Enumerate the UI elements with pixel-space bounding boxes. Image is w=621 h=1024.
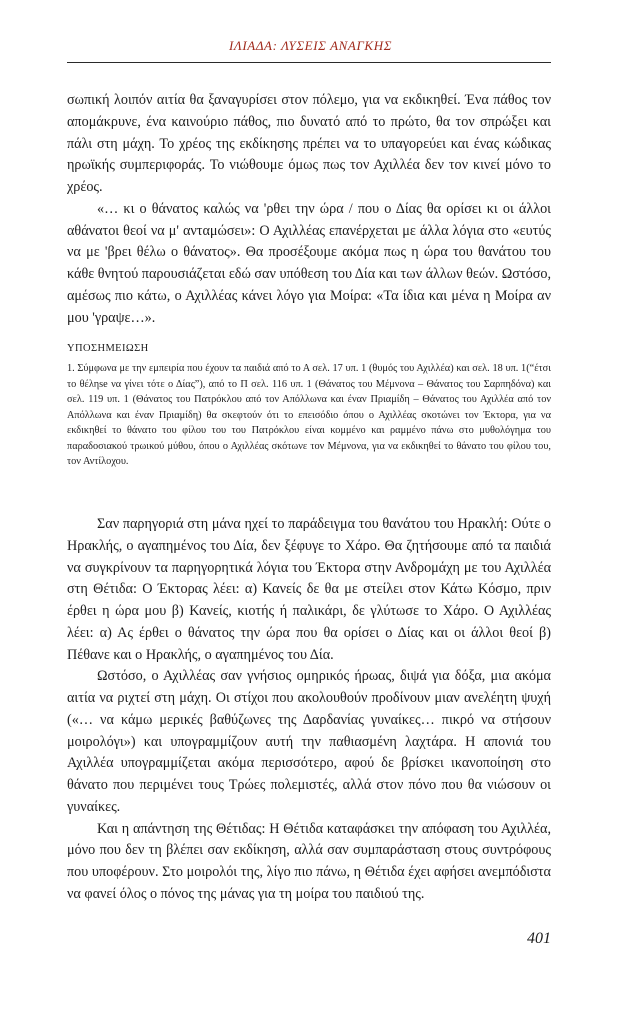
- paragraph: «… κι ο θάνατος καλώς να 'ρθει την ώρα / που ο Δίας θα ορίσει κι οι άλλοι αθάνατοι θεοί να μ' ανταμώσει»: Ο Αχιλλέας επανέρχεται με άλλα λόγια στο «ευτύς να με 'βρει θέλω ο θάνατος». Θα προσέξουμε ακόμα πως η ώρα του θανάτου του κάθε θνητού παρουσιάζεται εδώ σαν υπόθεση του Δία και των άλλων θεών. Ωστόσο, αμέσως πιο κάτω, ο Αχιλλέας κάνει λόγο για Μοίρα: «Τα ίδια και μένα η Μοίρα αν μου 'γραψε…».: [67, 200, 551, 326]
- paragraph: Σαν παρηγοριά στη μάνα ηχεί το παράδειγμα του θανάτου του Ηρακλή: Ούτε ο Ηρακλής, ο αγαπημένος του Δία, δεν ξέφυγε το Χάρο. Θα ζητήσουμε από τα παιδιά να συγκρίνουν τα παρηγορητικά λόγια του Έκτορα στην Ανδρομάχη με του Αχιλλέα στη Θέτιδα: Ο Έκτορας λέει: α) Κανείς δε θα με στείλει στον Κάτω Κόσμο, πριν έρθει η ώρα μου β) Κανείς, κιοτής ή παλικάρι, δε γλύτωσε το Χάρο. Ο Αχιλλέας λέει: α) Ας έρθει ο θάνατος την ώρα που θα ορίσει ο Δίας και οι άλλοι θεοί β) Πέθανε και ο Ηρακλής, ο αγαπημένος του Δία.: [67, 516, 551, 663]
- paragraph: Ωστόσο, ο Αχιλλέας σαν γνήσιος ομηρικός ήρωας, διψά για δόξα, μια ακόμα αιτία να ριχτεί στη μάχη. Οι στίχοι που ακολουθούν προδίνουν μιαν ανελέητη ψυχή («… να κάμω μερικές βαθύζωνες της Δαρδανίας γυναίκες… πικρό να στήσουν μοιρολόγι») και υπογραμμίζουν αυτή την παθιασμένη λαχτάρα. Η απονιά του Αχιλλέα υπογραμμίζεται ακόμα περισσότερο, αφού δε βρίσκει ικανοποίηση στο θάνατο που περιμένει τους Τρώες πολεμιστές, αλλά στον πόνο που θα νιώσουν οι γυναίκες.: [67, 668, 551, 815]
- main-text-bottom: [67, 514, 551, 906]
- paragraph: σωπική λοιπόν αιτία θα ξαναγυρίσει στον πόλεμο, για να εκδικηθεί. Ένα πάθος τον απομάκρυνε, ένα καινούριο πάθος, πιο δυνατό από το πρώτο, θα τον σπρώξει και πάλι στη μάχη. Το χρέος της εκδίκησης πρέπει να το υπαγορεύει και ένας κώδικας ηρωϊκής συμπεριφοράς. Το νιώθουμε όμως πως τον Αχιλλέα δεν τον κινεί μόνο το χρέος.: [67, 92, 551, 195]
- footnotes: [67, 342, 551, 470]
- footnote-text: 1. Σύμφωνα με την εμπειρία που έχουν τα παιδιά από το Α σελ. 17 υπ. 1 (θυμός του Αχιλλέα) και σελ. 18 υπ. 1(“έτσι το θέληse να γίνει τότε ο Δίας”), από το Π σελ. 116 υπ. 1 (Θάνατος του Μέμνονα – Θάνατος του Σαρπηδόνα) και σελ. 119 υπ. 1 (Θάνατος του Πατρόκλου από τον Απόλλωνα και έναν Πριαμίδη – Θάνατος του Αχιλλέα από τον Απόλλωνα και έναν Πριαμίδη) θα σκεφτούν ότι το επεισόδιο όπου ο Αχιλλέας σκοτώνει τον Έκτορα, για να εκδικηθεί το θάνατο του φίλου του του Πατρόκλου είναι κομμένο και ραμμένο πάνω στο μυθολόγημα του παραδοσιακού τρωικού μύθου, όπου ο Αχιλλέας σκότωνε τον Μέμνονα, για να εκδικηθεί το θάνατο του φίλου του, τον Αντίλοχου.: [67, 363, 551, 467]
- paragraph: Και η απάντηση της Θέτιδας: Η Θέτιδα καταφάσκει την απόφαση του Αχιλλέα, μόνο που δεν τη βλέπει σαν εκδίκηση, αλλά σαν συμπαράσταση στους συντρόφους που υποφέρουν. Στο μοιρολόι της, λίγο πιο πάνω, η Θέτιδα έχει αφήσει ανεμπόδιστα να φανεί όλος ο πόνος της μάνας για τη μοίρα του παιδιού της.: [67, 820, 551, 902]
- running-header: ΙΛΙΑΔΑ: ΛΥΣΕΙΣ ΑΝΑΓΚΗΣ: [228, 38, 393, 53]
- main-text-top: [67, 90, 551, 329]
- page-number: 401: [527, 930, 551, 947]
- header-rule: [67, 62, 551, 63]
- footnotes-heading: ΥΠΟΣΗΜΕΙΩΣΗ: [67, 343, 149, 354]
